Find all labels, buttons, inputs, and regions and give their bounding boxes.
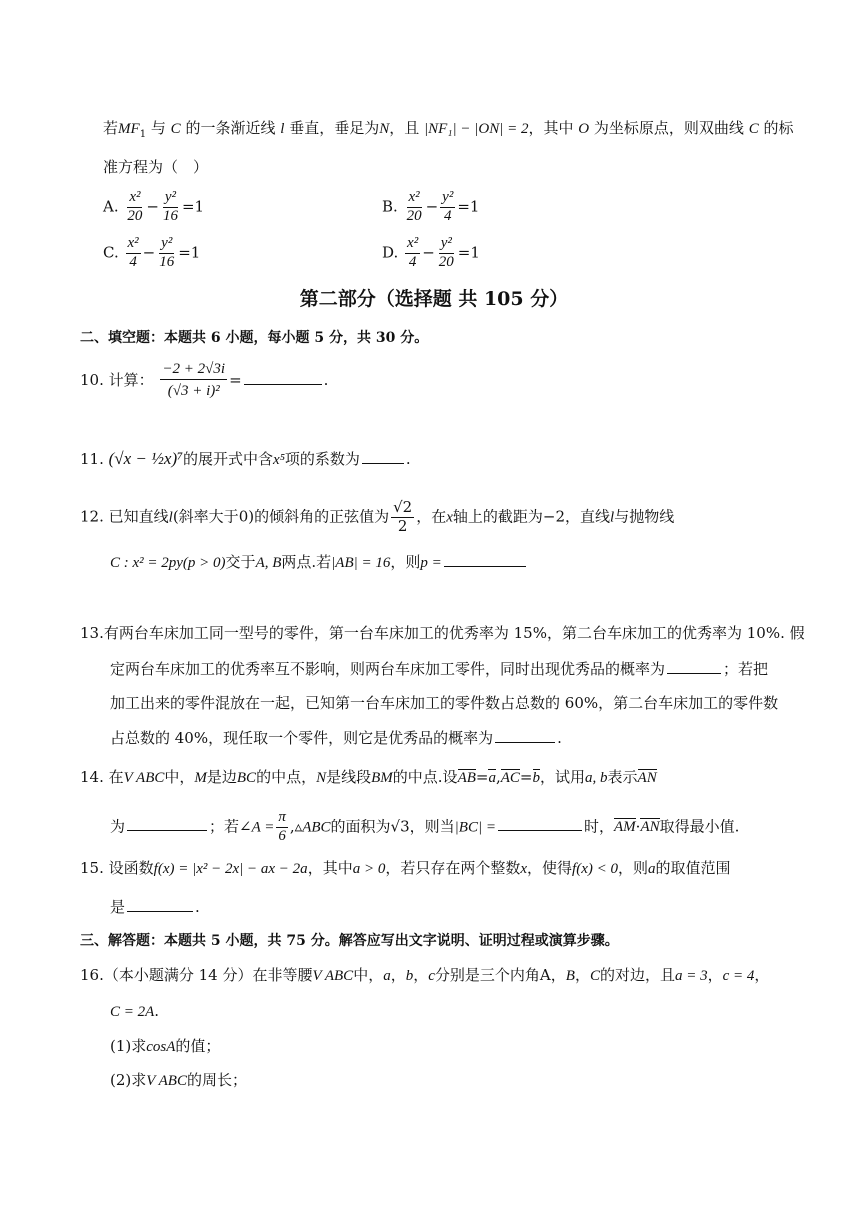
q16-comma: ， <box>754 966 770 984</box>
frac-num: x² <box>127 190 142 208</box>
option-label: D. <box>382 243 399 262</box>
q-number: 15. <box>80 859 104 877</box>
q16-part1 <box>110 1039 220 1055</box>
q9-text: 垂直，垂足为 <box>289 119 380 137</box>
frac-num: √2 <box>393 498 413 516</box>
q12-l: l <box>168 509 173 526</box>
q11-x5: x⁵ <box>273 452 285 468</box>
q9-c: C <box>748 121 759 137</box>
q14-text: , <box>289 817 295 836</box>
frac-den: (√3 + i)² <box>167 382 220 399</box>
q14-sqrt3: √3 <box>390 817 410 836</box>
frac <box>126 236 141 271</box>
frac-num: y² <box>159 236 174 254</box>
q13-line2 <box>110 662 768 677</box>
q16-text: 的值； <box>175 1037 221 1055</box>
q12-text: 两点.若 <box>281 553 332 571</box>
q-number: 10. <box>80 370 104 389</box>
option-rhs: =1 <box>457 243 480 262</box>
q14-text: 为 <box>110 817 126 836</box>
q16-angle-a: A <box>539 966 551 984</box>
q12-abs: |AB| = 16 <box>331 555 391 571</box>
q10-end: . <box>323 370 329 389</box>
q14-vec-ab: AB <box>457 770 476 786</box>
q16-c: c <box>428 968 435 984</box>
option-c: C. $\frac{\text{x²}}{4}$ − $\frac{\text{y²}}{16}$ =1 <box>103 235 201 270</box>
q16-text: (2)求 <box>110 1071 147 1089</box>
q9-mf-sub: 1 <box>139 129 147 140</box>
q14-line2 <box>110 810 739 845</box>
q14-ab: a, b <box>585 770 608 786</box>
q14-text: 表示 <box>607 768 638 786</box>
q14-vec-a: a <box>488 770 496 786</box>
q9-text: 的标 <box>763 119 794 137</box>
q12-text: )的倾斜角的正弦值为 <box>248 507 390 526</box>
q12-text: 与抛物线 <box>614 507 675 526</box>
answer-blank[interactable] <box>498 829 582 831</box>
q16-cos: cosA <box>146 1039 176 1055</box>
q16-b: b <box>405 968 414 984</box>
frac-den: 4 <box>129 253 137 270</box>
section-3-heading: 三、解答题：本题共 5 小题，共 75 分。解答应写出文字说明、证明过程或演算步骤。 <box>80 933 619 949</box>
q16-a: a <box>383 968 391 984</box>
q12-text: ，直线 <box>565 507 611 526</box>
q14-text: 是边 <box>206 768 237 786</box>
q16-line1 <box>80 968 769 984</box>
q14-text: ，试用 <box>540 768 586 786</box>
frac <box>161 190 180 225</box>
answer-blank[interactable] <box>362 462 404 464</box>
q16-angle-b: B <box>565 968 575 984</box>
option-label: C. <box>103 243 119 262</box>
q15-a: a <box>647 861 656 877</box>
q14-dot: · <box>635 817 641 836</box>
q12-text: 交于 <box>225 553 256 571</box>
q13-text: 占总数的 40%，现任取一个零件，则它是优秀品的概率为 <box>110 729 494 747</box>
q9-text: 与 <box>150 119 166 137</box>
q16-text: （本小题满分 14 分）在非等腰 <box>103 966 313 984</box>
q16-comma: ， <box>574 966 590 984</box>
frac-num: x² <box>126 236 141 254</box>
option-rhs: =1 <box>457 197 480 216</box>
frac-num: y² <box>440 190 455 208</box>
q14-text: , <box>495 768 501 786</box>
frac-den: 20 <box>438 253 454 270</box>
q16-comma: ， <box>707 966 723 984</box>
q12-zero: 0 <box>238 507 249 526</box>
answer-blank[interactable] <box>127 910 193 912</box>
q9-text: ，且 <box>389 119 420 137</box>
q16-c-eq: c = 4 <box>722 968 755 984</box>
q14-text: ，则当 <box>409 817 455 836</box>
q15-text: 设函数 <box>108 859 154 877</box>
q12-m2: −2 <box>542 507 566 526</box>
q12-parabola: C : x² = 2py(p > 0) <box>110 555 226 571</box>
q9-o: O <box>578 121 590 137</box>
q14-m: M <box>194 770 207 786</box>
q15-line1 <box>80 861 731 877</box>
section-2-heading: 二、填空题：本题共 6 小题，每小题 5 分，共 30 分。 <box>80 330 429 346</box>
q14-text: ；若 <box>209 817 240 836</box>
q14-text: 取得最小值. <box>659 817 740 836</box>
q12-text: 轴上的截距为 <box>452 507 543 526</box>
q14-eq: = <box>519 768 533 786</box>
q14-text: 的中点.设 <box>392 768 458 786</box>
q12-text: ，则 <box>390 553 421 571</box>
q9-line1 <box>103 121 794 140</box>
q9-text: 若 <box>103 119 119 137</box>
q-number: 12. <box>80 507 104 526</box>
q16-part2 <box>110 1073 247 1089</box>
frac <box>125 190 144 225</box>
q15-text: ，若只存在两个整数 <box>385 859 521 877</box>
q16-text: 分别是三个内角 <box>434 966 540 984</box>
q12-l: l <box>610 509 615 526</box>
frac-den: 20 <box>406 207 422 224</box>
q16-angle-c: C <box>589 968 600 984</box>
q16-text: . <box>154 1002 160 1020</box>
frac-den: 4 <box>443 207 452 224</box>
frac-den: 2 <box>397 516 408 535</box>
q11-text: 的展开式中含 <box>183 450 274 468</box>
q14-eq: = <box>475 768 489 786</box>
q15-text: ，则 <box>617 859 648 877</box>
q10 <box>80 362 328 400</box>
frac-den: 6 <box>278 827 286 844</box>
q13-text: 有两台车床加工同一型号的零件，第一台车床加工的优秀率为 15%，第二台车床加工的优秀率为 10%. 假 <box>103 624 805 642</box>
q12-p: p = <box>420 555 442 571</box>
frac-num: x² <box>407 190 422 208</box>
frac-den: 16 <box>162 207 178 224</box>
q13-line4 <box>110 731 562 746</box>
q12-text: 已知直线 <box>108 507 169 526</box>
q12-line2 <box>110 555 528 571</box>
q14-vec-an: AN <box>637 770 657 786</box>
answer-blank[interactable] <box>444 565 526 567</box>
answer-blank[interactable] <box>127 829 207 831</box>
q16-c-eq-2a: C = 2A <box>110 1004 155 1020</box>
q9-text: 的一条渐近线 <box>185 119 276 137</box>
q9-line2: 准方程为（ ） <box>103 158 209 176</box>
q14-vec-b: b <box>532 770 540 786</box>
q15-text: . <box>195 898 200 916</box>
q10-frac <box>160 362 227 400</box>
frac-den: 16 <box>159 253 175 270</box>
q12-frac <box>391 500 414 535</box>
q16-text: 中， <box>353 966 384 984</box>
q15-text: 是 <box>110 898 126 916</box>
q9-mf: MF <box>118 121 140 137</box>
q15-f-lt: f(x) < 0 <box>572 861 618 877</box>
q11 <box>80 450 411 468</box>
q14-text: 的面积为 <box>330 817 391 836</box>
q13-text: ；若把 <box>723 660 769 678</box>
option-b: B. $\frac{\text{x²}}{20}$ − $\frac{\text{y²}}{4}$ =1 <box>382 189 480 224</box>
frac <box>437 236 456 271</box>
q16-comma: ， <box>413 966 429 984</box>
frac-num: π <box>276 810 288 828</box>
q15-fx: f(x) = |x² − 2x| − ax − 2a <box>153 861 308 877</box>
q14-text: 是线段 <box>326 768 372 786</box>
q14-vec-am: AM <box>613 819 636 836</box>
q14-n: N <box>316 770 327 786</box>
option-a: A. $\frac{\text{x²}}{20}$ − $\frac{\text{y²}}{16}$ =1 <box>103 189 205 224</box>
q14-vec-an: AN <box>640 819 660 836</box>
part-title: 第二部分（选择题 共 105 分） <box>299 288 569 310</box>
answer-blank[interactable] <box>495 741 555 743</box>
q16-triangle: V ABC <box>312 968 354 984</box>
q14-vec-ac: AC <box>500 770 520 786</box>
q14-triangle: ▵ABC <box>294 819 331 836</box>
q14-bc: BC <box>236 770 257 786</box>
q10-eq: = <box>229 370 242 389</box>
q9-text: 为坐标原点，则双曲线 <box>593 119 744 137</box>
frac <box>405 190 424 225</box>
q15-line2 <box>110 900 200 915</box>
q16-comma: ， <box>390 966 406 984</box>
frac <box>157 236 176 271</box>
q13-line1 <box>80 626 805 641</box>
frac-num: y² <box>163 190 178 208</box>
frac-num: y² <box>439 236 454 254</box>
q16-triangle: V ABC <box>146 1073 187 1089</box>
q15-a-gt: a > 0 <box>352 861 386 877</box>
q14-frac <box>276 810 288 845</box>
q10-text: 计算： <box>108 370 154 389</box>
q14-line1 <box>80 770 657 786</box>
option-label: B. <box>382 197 398 216</box>
q14-bm: BM <box>371 770 393 786</box>
option-rhs: =1 <box>181 197 205 216</box>
q14-angle: ∠A = <box>239 819 275 836</box>
answer-blank[interactable] <box>667 672 721 674</box>
q16-text: (1)求 <box>110 1037 147 1055</box>
option-d: D. $\frac{\text{x²}}{4}$ − $\frac{\text{y²}}{20}$ =1 <box>382 235 480 270</box>
q9-text: ，其中 <box>528 119 574 137</box>
q11-text: 项的系数为 <box>284 450 360 468</box>
q15-x: x <box>520 861 528 877</box>
q14-text: 在 <box>108 768 124 786</box>
q14-bc-abs: |BC| = <box>454 819 496 836</box>
q14-triangle: V ABC <box>123 770 165 786</box>
q9-abs-expr: |NF₁| − |ON| = 2 <box>424 121 529 137</box>
q16-comma: ， <box>550 966 566 984</box>
q9-n: N <box>379 121 390 137</box>
frac-num: x² <box>405 236 420 254</box>
q-number: 11. <box>80 450 104 468</box>
q12-text: (斜率大于 <box>172 507 239 526</box>
q-number: 13. <box>80 624 104 642</box>
q14-text: 的中点， <box>256 768 317 786</box>
q16-text: 的对边，且 <box>599 966 675 984</box>
q15-text: ，其中 <box>307 859 353 877</box>
q16-text: 的周长； <box>186 1071 247 1089</box>
option-label: A. <box>103 197 119 216</box>
q-number: 14. <box>80 768 104 786</box>
frac <box>440 190 455 225</box>
q13-line3: 加工出来的零件混放在一起，已知第一台车床加工的零件数占总数的 60%，第二台车床加工的零件数 <box>110 694 779 712</box>
q12-ab: A, B <box>255 555 282 571</box>
frac <box>405 236 420 271</box>
q13-text: 定两台车床加工的优秀率互不影响，则两台车床加工零件，同时出现优秀品的概率为 <box>110 660 666 678</box>
q11-expr: (√x − ½x)⁷ <box>108 449 184 468</box>
q-number: 16. <box>80 966 104 984</box>
frac-den: 4 <box>408 253 417 270</box>
q13-text: . <box>557 729 562 747</box>
q15-text: 的取值范围 <box>655 859 731 877</box>
q12-line1 <box>80 500 674 535</box>
q16-a-eq: a = 3 <box>675 968 708 984</box>
q9-l: l <box>280 121 285 137</box>
q14-text: 中， <box>164 768 195 786</box>
option-rhs: =1 <box>178 243 201 262</box>
q15-text: ，使得 <box>527 859 573 877</box>
answer-blank[interactable] <box>244 383 322 385</box>
q9-c: C <box>170 121 181 137</box>
q14-text: 时， <box>583 817 614 836</box>
q11-end: . <box>405 450 411 468</box>
q12-text: ，在 <box>416 507 447 526</box>
q12-x: x <box>446 509 453 526</box>
q16-line2 <box>110 1004 159 1020</box>
frac-den: 20 <box>127 207 143 224</box>
frac-num: −2 + 2√3i <box>160 362 227 380</box>
